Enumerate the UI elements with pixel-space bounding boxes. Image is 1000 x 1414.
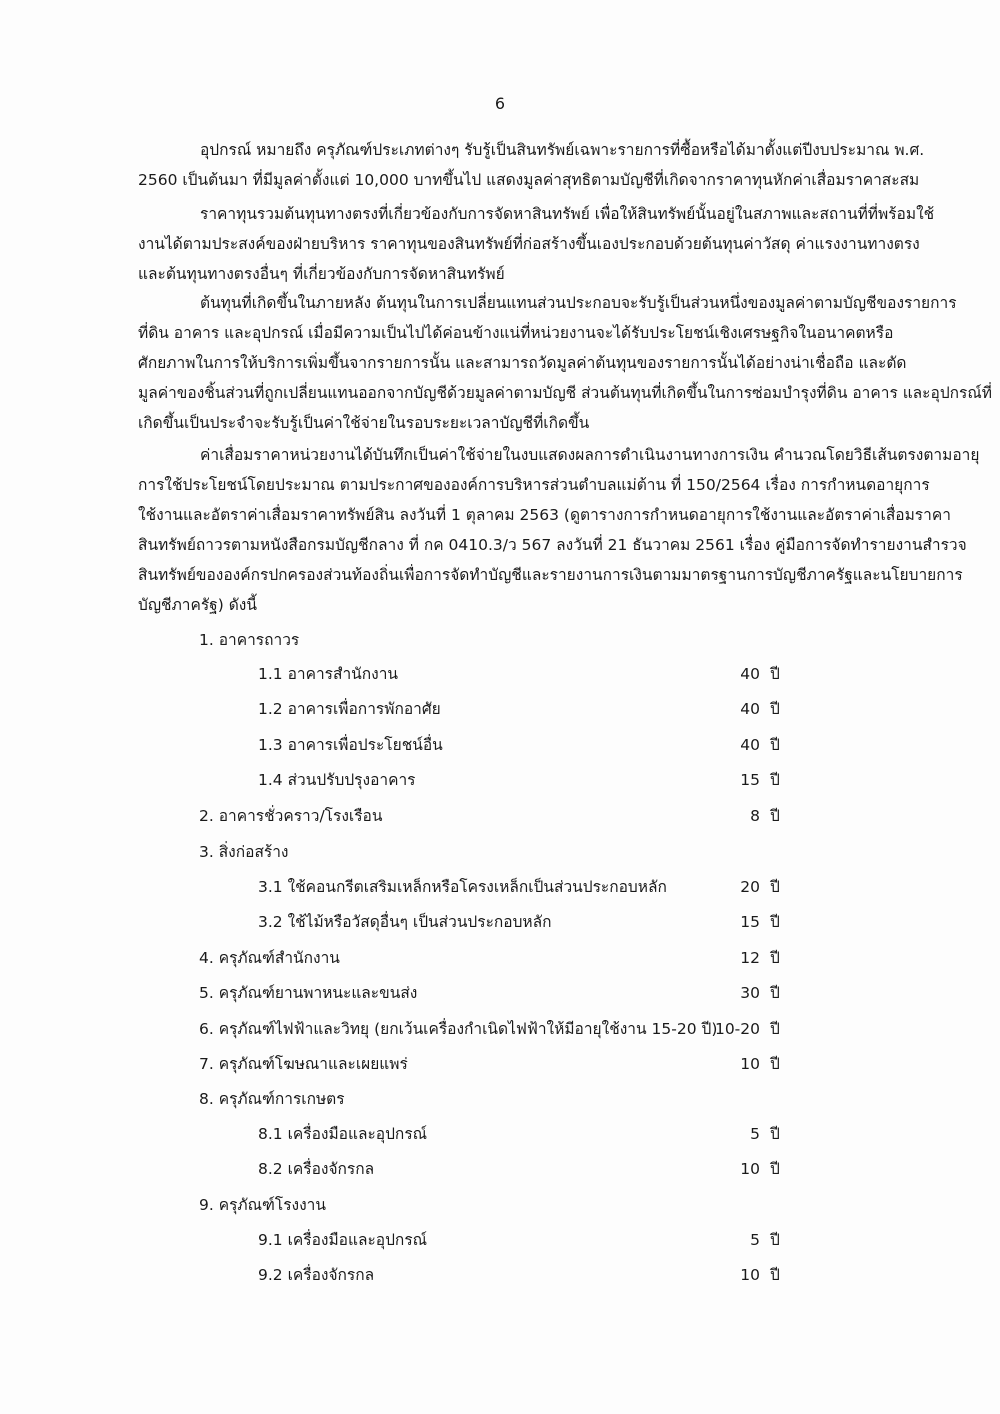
item-years: 5 xyxy=(750,1125,760,1143)
item-unit: ปี xyxy=(770,736,780,754)
item-label: 8.1 เครื่องมือและอุปกรณ์ xyxy=(258,1125,428,1143)
item-label: 1.1 อาคารสำนักงาน xyxy=(258,665,398,683)
paragraph-line: ค่าเสื่อมราคาหน่วยงานได้บันทึกเป็นค่าใช้จ่ายในงบแสดงผลการดำเนินงานทางการเงิน คำนวณโดยวิธีเส้นตรงตามอายุ xyxy=(200,446,980,464)
list-item xyxy=(0,1048,1000,1080)
item-label: 1.2 อาคารเพื่อการพักอาศัย xyxy=(258,700,441,718)
item-label: 4. ครุภัณฑ์สำนักงาน xyxy=(199,949,340,967)
list-item xyxy=(0,942,1000,974)
item-years: 10 xyxy=(740,1266,760,1284)
item-years: 15 xyxy=(740,771,760,789)
item-unit: ปี xyxy=(770,1266,780,1284)
item-label: 8. ครุภัณฑ์การเกษตร xyxy=(199,1090,345,1108)
list-item xyxy=(0,729,1000,761)
item-years: 8 xyxy=(750,807,760,825)
paragraph-line: เกิดขึ้นเป็นประจำจะรับรู้เป็นค่าใช้จ่ายในรอบระยะเวลาบัญชีที่เกิดขึ้น xyxy=(138,414,590,432)
item-years: 40 xyxy=(740,700,760,718)
item-years: 10-20 xyxy=(714,1020,760,1038)
list-item xyxy=(0,1013,1000,1045)
item-years: 10 xyxy=(740,1055,760,1073)
item-label: 7. ครุภัณฑ์โฆษณาและเผยแพร่ xyxy=(199,1055,408,1073)
paragraph-line: สินทรัพย์ถาวรตามหนังสือกรมบัญชีกลาง ที่ กค 0410.3/ว 567 ลงวันที่ 21 ธันวาคม 2561 เรื่อง คู่มือการจัดทำรายงานสำรวจ xyxy=(138,536,967,554)
paragraph-line: ราคาทุนรวมต้นทุนทางตรงที่เกี่ยวข้องกับการจัดหาสินทรัพย์ เพื่อให้สินทรัพย์นั้นอยู่ในสภาพและสถานที่ที่พร้อมใช้ xyxy=(200,205,935,223)
paragraph-line: การใช้ประโยชน์โดยประมาณ ตามประกาศขององค์การบริหารส่วนตำบลแม่ต้าน ที่ 150/2564 เรื่อง การกำหนดอายุการ xyxy=(138,476,930,494)
paragraph-line: ใช้งานและอัตราค่าเสื่อมราคาทรัพย์สิน ลงวันที่ 1 ตุลาคม 2563 (ดูตารางการกำหนดอายุการใช้งานและอัตราค่าเสื่อมราคา xyxy=(138,506,951,524)
paragraph-line: บัญชีภาครัฐ) ดังนี้ xyxy=(138,596,257,614)
item-years: 20 xyxy=(740,878,760,896)
item-unit: ปี xyxy=(770,771,780,789)
paragraph-line: และต้นทุนทางตรงอื่นๆ ที่เกี่ยวข้องกับการจัดหาสินทรัพย์ xyxy=(138,265,505,283)
item-label: 3. สิ่งก่อสร้าง xyxy=(199,843,289,861)
paragraph-line: ศักยภาพในการให้บริการเพิ่มขึ้นจากรายการนั้น และสามารถวัดมูลค่าต้นทุนของรายการนั้นได้อย่างน่าเชื่อถือ และตัด xyxy=(138,354,907,372)
paragraph-line: อุปกรณ์ หมายถึง ครุภัณฑ์ประเภทต่างๆ รับรู้เป็นสินทรัพย์เฉพาะรายการที่ซื้อหรือได้มาตั้งแต่ปีงบประมาณ พ.ศ. xyxy=(200,141,925,159)
item-label: 5. ครุภัณฑ์ยานพาหนะและขนส่ง xyxy=(199,984,418,1002)
paragraph-depreciation xyxy=(138,440,980,620)
page-number: 6 xyxy=(494,94,506,113)
paragraph-line: ที่ดิน อาคาร และอุปกรณ์ เมื่อมีความเป็นไปได้ค่อนข้างแน่ที่หน่วยงานจะได้รับประโยชน์เชิงเศรษฐกิจในอนาคตหรือ xyxy=(138,324,894,342)
item-years: 15 xyxy=(740,913,760,931)
item-unit: ปี xyxy=(770,878,780,896)
item-unit: ปี xyxy=(770,984,780,1002)
paragraph-cost xyxy=(138,199,935,289)
item-unit: ปี xyxy=(770,1160,780,1178)
list-item xyxy=(0,1083,1000,1115)
item-unit: ปี xyxy=(770,1055,780,1073)
item-unit: ปี xyxy=(770,913,780,931)
paragraph-line: สินทรัพย์ขององค์กรปกครองส่วนท้องถิ่นเพื่อการจัดทำบัญชีและรายงานการเงินตามมาตรฐานการบัญชีภาครัฐและนโยบายการ xyxy=(138,566,963,584)
item-unit: ปี xyxy=(770,700,780,718)
list-item xyxy=(0,1189,1000,1221)
item-unit: ปี xyxy=(770,949,780,967)
list-item xyxy=(0,1153,1000,1185)
item-label: 3.1 ใช้คอนกรีตเสริมเหล็กหรือโครงเหล็กเป็นส่วนประกอบหลัก xyxy=(258,878,667,896)
list-item xyxy=(0,836,1000,868)
item-label: 9.2 เครื่องจักรกล xyxy=(258,1266,375,1284)
list-item xyxy=(0,906,1000,938)
list-item xyxy=(0,977,1000,1009)
list-item xyxy=(0,871,1000,903)
item-years: 10 xyxy=(740,1160,760,1178)
item-unit: ปี xyxy=(770,665,780,683)
item-label: 6. ครุภัณฑ์ไฟฟ้าและวิทยุ (ยกเว้นเครื่องกำเนิดไฟฟ้าให้มีอายุใช้งาน 15-20 ปี) xyxy=(199,1020,718,1038)
item-unit: ปี xyxy=(770,1125,780,1143)
item-label: 2. อาคารชั่วคราว/โรงเรือน xyxy=(199,807,383,825)
item-label: 1.4 ส่วนปรับปรุงอาคาร xyxy=(258,771,416,789)
item-label: 1.3 อาคารเพื่อประโยชน์อื่น xyxy=(258,736,443,754)
paragraph-line: 2560 เป็นต้นมา ที่มีมูลค่าตั้งแต่ 10,000 บาทขึ้นไป แสดงมูลค่าสุทธิตามบัญชีที่เกิดจากราคาทุนหักค่าเสื่อมราคาสะสม xyxy=(138,171,920,189)
item-unit: ปี xyxy=(770,1231,780,1249)
list-item xyxy=(0,1224,1000,1256)
item-years: 5 xyxy=(750,1231,760,1249)
list-item xyxy=(0,658,1000,690)
item-label: 8.2 เครื่องจักรกล xyxy=(258,1160,375,1178)
list-item xyxy=(0,800,1000,832)
list-item xyxy=(0,764,1000,796)
paragraph-line: มูลค่าของชิ้นส่วนที่ถูกเปลี่ยนแทนออกจากบัญชีด้วยมูลค่าตามบัญชี ส่วนต้นทุนที่เกิดขึ้นในการซ่อมบำรุงที่ดิน อาคาร และอุปกรณ์ที่ xyxy=(138,384,992,402)
item-years: 30 xyxy=(740,984,760,1002)
paragraph-equipment-definition xyxy=(138,135,925,195)
list-item xyxy=(0,693,1000,725)
item-unit: ปี xyxy=(770,807,780,825)
paragraph-subsequent-cost xyxy=(138,288,992,438)
list-item xyxy=(0,624,1000,656)
item-label: 3.2 ใช้ไม้หรือวัสดุอื่นๆ เป็นส่วนประกอบหลัก xyxy=(258,913,552,931)
list-item xyxy=(0,1118,1000,1150)
item-label: 1. อาคารถาวร xyxy=(199,631,300,649)
item-years: 12 xyxy=(740,949,760,967)
paragraph-line: ต้นทุนที่เกิดขึ้นในภายหลัง ต้นทุนในการเปลี่ยนแทนส่วนประกอบจะรับรู้เป็นส่วนหนึ่งของมูลค่าตามบัญชีของรายการ xyxy=(200,294,957,312)
item-label: 9.1 เครื่องมือและอุปกรณ์ xyxy=(258,1231,428,1249)
paragraph-line: งานได้ตามประสงค์ของฝ่ายบริหาร ราคาทุนของสินทรัพย์ที่ก่อสร้างขึ้นเองประกอบด้วยต้นทุนค่าวัสดุ ค่าแรงงานทางตรง xyxy=(138,235,920,253)
list-item xyxy=(0,1259,1000,1291)
item-unit: ปี xyxy=(770,1020,780,1038)
item-years: 40 xyxy=(740,665,760,683)
item-years: 40 xyxy=(740,736,760,754)
item-label: 9. ครุภัณฑ์โรงงาน xyxy=(199,1196,326,1214)
